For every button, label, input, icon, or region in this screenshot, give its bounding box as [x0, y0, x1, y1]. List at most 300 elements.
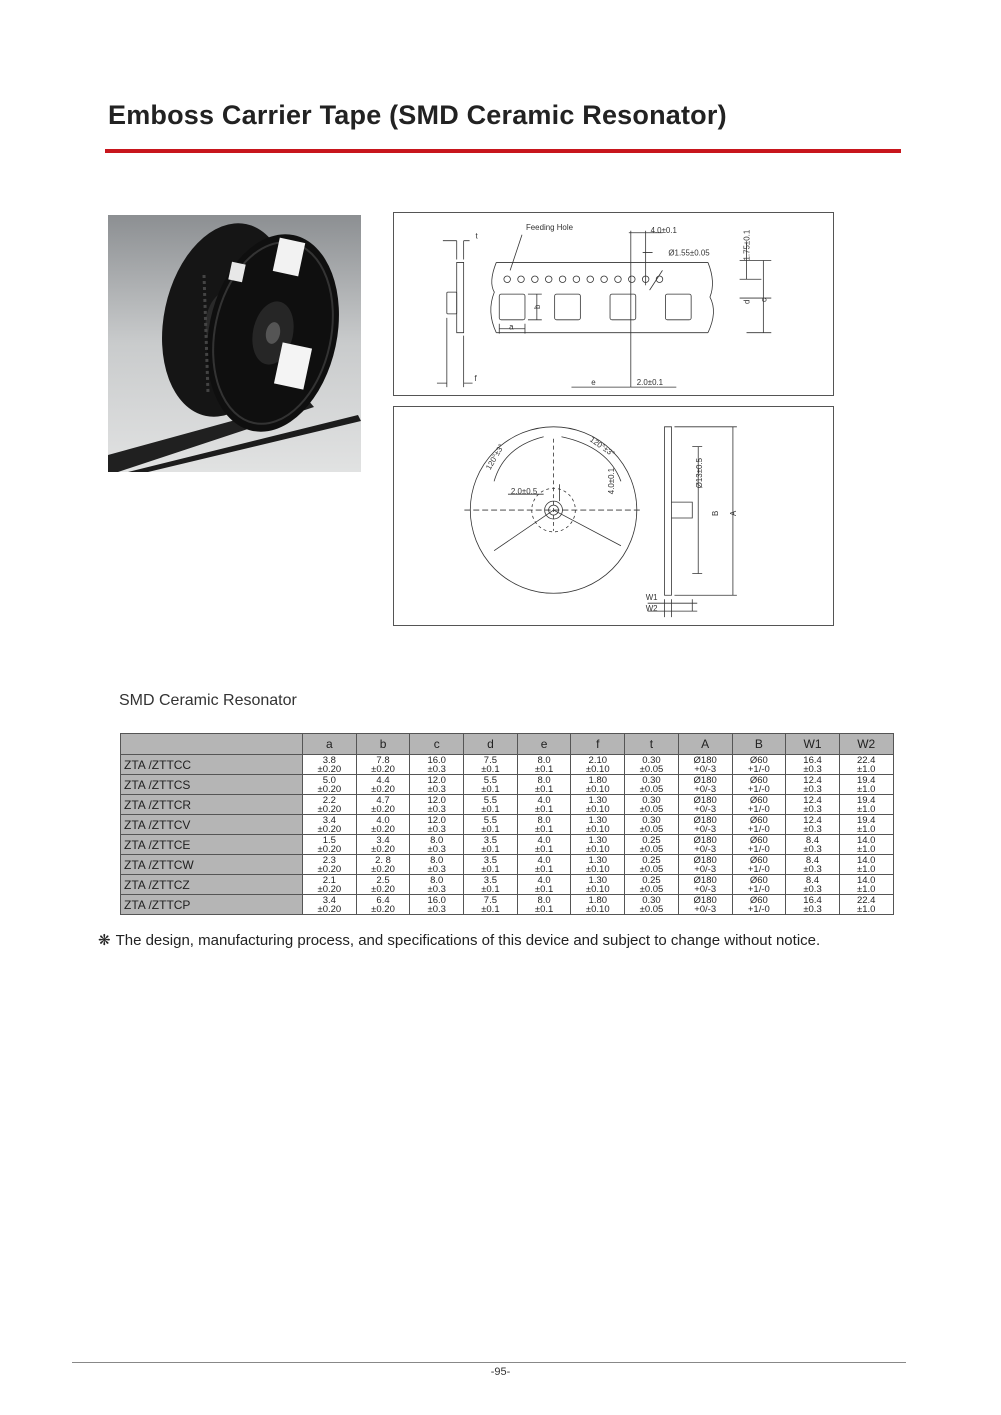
reel-diagram: [393, 406, 834, 626]
tolerance-value: ±1.0: [857, 883, 876, 895]
tolerance-value: ±0.3: [427, 803, 446, 815]
value-cell: [464, 815, 518, 835]
value-cell: [410, 815, 464, 835]
value-cell: [356, 835, 410, 855]
tolerance-value: ±0.20: [371, 803, 395, 815]
tolerance-value: +0/-3: [694, 843, 717, 855]
label-a: a: [509, 322, 514, 332]
nominal-value: 1.5: [322, 834, 336, 846]
nominal-value: Ø180: [693, 834, 717, 846]
label-e: e: [591, 378, 596, 388]
tolerance-value: ±0.3: [427, 783, 446, 795]
model-cell: ZTA /ZTTCZ: [121, 875, 303, 895]
table-header-row: [121, 734, 894, 755]
nominal-value: 19.4: [856, 794, 876, 806]
value-cell: [410, 875, 464, 895]
nominal-value: 4.7: [376, 794, 390, 806]
tolerance-value: ±0.20: [317, 803, 342, 815]
value-cell: [303, 895, 357, 915]
value-cell: [732, 815, 786, 835]
value-cell: [410, 895, 464, 915]
tolerance-value: ±0.20: [317, 783, 342, 795]
reel-photo: [108, 215, 361, 472]
value-cell: [786, 855, 840, 875]
nominal-value: Ø60: [749, 794, 768, 806]
value-cell: [786, 815, 840, 835]
tolerance-value: ±0.10: [585, 823, 610, 835]
column-header: A: [678, 734, 732, 755]
value-cell: [410, 855, 464, 875]
tolerance-value: ±0.3: [803, 823, 822, 835]
tolerance-value: ±0.05: [639, 783, 664, 795]
nominal-value: 4.0: [537, 794, 551, 806]
nominal-value: 4.0: [537, 874, 551, 886]
nominal-value: 14.0: [856, 874, 876, 886]
nominal-value: Ø60: [749, 834, 768, 846]
label-hub-offset: 2.0±0.5: [510, 487, 538, 497]
tolerance-value: ±0.20: [317, 883, 342, 895]
nominal-value: 1.30: [588, 834, 608, 846]
tolerance-value: ±0.20: [371, 823, 395, 835]
model-cell: ZTA /ZTTCP: [121, 895, 303, 915]
value-cell: [464, 835, 518, 855]
label-hole-diameter: Ø1.55±0.05: [668, 248, 710, 258]
value-cell: [303, 835, 357, 855]
column-header: f: [571, 734, 625, 755]
tolerance-value: ±0.1: [481, 783, 500, 795]
tolerance-value: +1/-0: [747, 883, 770, 895]
value-cell: [303, 875, 357, 895]
tolerance-value: ±0.1: [481, 803, 500, 815]
nominal-value: 2.3: [322, 854, 336, 866]
value-cell: [625, 775, 679, 795]
nominal-value: 2.5: [376, 874, 390, 886]
carrier-tape-diagram: [393, 212, 834, 396]
tolerance-value: ±1.0: [857, 863, 876, 875]
tolerance-value: +0/-3: [694, 803, 717, 815]
value-cell: [786, 835, 840, 855]
value-cell: [571, 895, 625, 915]
model-cell: ZTA /ZTTCV: [121, 815, 303, 835]
tolerance-value: ±0.10: [585, 843, 610, 855]
value-cell: [678, 755, 732, 775]
label-c: c: [759, 298, 769, 303]
tolerance-value: ±0.20: [371, 843, 395, 855]
value-cell: [571, 755, 625, 775]
nominal-value: 7.8: [376, 754, 390, 766]
nominal-value: 8.0: [537, 894, 551, 906]
nominal-value: 3.4: [376, 834, 390, 846]
tolerance-value: ±0.20: [317, 903, 342, 915]
value-cell: [464, 855, 518, 875]
value-cell: [678, 875, 732, 895]
value-cell: [410, 795, 464, 815]
tolerance-value: ±0.20: [371, 763, 395, 775]
tolerance-value: ±0.20: [317, 763, 342, 775]
tolerance-value: ±0.3: [803, 903, 822, 915]
nominal-value: 8.0: [430, 854, 444, 866]
label-hub-height: 4.0±0.1: [606, 467, 616, 495]
nominal-value: Ø60: [749, 854, 768, 866]
table-row: [121, 875, 894, 895]
nominal-value: 5.5: [483, 814, 498, 826]
tolerance-value: ±0.20: [317, 823, 342, 835]
value-cell: [732, 795, 786, 815]
value-cell: [786, 875, 840, 895]
disclaimer-note: [98, 931, 820, 949]
tolerance-value: ±0.1: [481, 903, 500, 915]
tolerance-value: +0/-3: [694, 883, 717, 895]
nominal-value: 8.4: [805, 834, 820, 846]
tolerance-value: +1/-0: [747, 863, 770, 875]
tolerance-value: +1/-0: [747, 823, 770, 835]
value-cell: [678, 775, 732, 795]
header-blank: [121, 734, 303, 755]
nominal-value: 2. 8: [375, 854, 391, 866]
tolerance-value: ±0.20: [317, 863, 342, 875]
value-cell: [517, 755, 571, 775]
nominal-value: 2.10: [588, 754, 608, 766]
column-header: e: [517, 734, 571, 755]
tolerance-value: ±0.3: [803, 783, 822, 795]
value-cell: [678, 895, 732, 915]
tolerance-value: ±0.1: [534, 863, 554, 875]
nominal-value: 19.4: [856, 774, 876, 786]
tolerance-value: ±0.3: [427, 883, 446, 895]
label-angle-right: 120°±3°: [588, 434, 617, 459]
nominal-value: 8.0: [537, 814, 551, 826]
value-cell: [678, 815, 732, 835]
value-cell: [625, 815, 679, 835]
tolerance-value: ±0.1: [534, 763, 554, 775]
table-row: [121, 895, 894, 915]
nominal-value: Ø60: [749, 774, 768, 786]
tolerance-value: ±0.1: [481, 823, 500, 835]
tolerance-value: ±0.3: [427, 863, 446, 875]
value-cell: [303, 815, 357, 835]
label-d: d: [742, 299, 752, 304]
tolerance-value: +1/-0: [747, 803, 770, 815]
table-row: [121, 755, 894, 775]
column-header: a: [303, 734, 357, 755]
nominal-value: 8.0: [537, 754, 551, 766]
nominal-value: Ø180: [693, 754, 717, 766]
tolerance-value: ±0.1: [534, 783, 554, 795]
nominal-value: 8.0: [430, 834, 444, 846]
tolerance-value: ±0.05: [639, 903, 664, 915]
nominal-value: 0.30: [642, 814, 661, 826]
tolerance-value: ±0.05: [639, 863, 664, 875]
value-cell: [839, 895, 893, 915]
value-cell: [356, 815, 410, 835]
value-cell: [410, 775, 464, 795]
tolerance-value: ±0.1: [534, 823, 554, 835]
model-cell: ZTA /ZTTCC: [121, 755, 303, 775]
nominal-value: Ø180: [693, 894, 717, 906]
column-header: W1: [786, 734, 840, 755]
nominal-value: 4.0: [376, 814, 390, 826]
value-cell: [517, 815, 571, 835]
tolerance-value: ±0.3: [803, 863, 822, 875]
nominal-value: 8.0: [430, 874, 444, 886]
value-cell: [571, 815, 625, 835]
nominal-value: 5.5: [483, 794, 498, 806]
column-header: c: [410, 734, 464, 755]
value-cell: [356, 755, 410, 775]
label-pitch: 4.0±0.1: [650, 225, 677, 235]
value-cell: [464, 755, 518, 775]
nominal-value: 0.25: [642, 854, 661, 866]
nominal-value: 0.30: [642, 894, 661, 906]
nominal-value: Ø60: [749, 754, 768, 766]
tolerance-value: ±1.0: [857, 903, 876, 915]
tolerance-value: ±1.0: [857, 803, 876, 815]
label-W2: W2: [645, 604, 658, 614]
nominal-value: 19.4: [856, 814, 876, 826]
tolerance-value: +0/-3: [694, 903, 717, 915]
column-header: b: [356, 734, 410, 755]
spec-table: [120, 733, 894, 915]
value-cell: [625, 835, 679, 855]
model-cell: ZTA /ZTTCS: [121, 775, 303, 795]
nominal-value: 8.0: [537, 774, 551, 786]
nominal-value: Ø180: [693, 874, 717, 886]
value-cell: [625, 855, 679, 875]
tolerance-value: ±0.3: [427, 903, 446, 915]
label-W1: W1: [645, 593, 658, 603]
tolerance-value: ±0.1: [481, 763, 500, 775]
value-cell: [839, 875, 893, 895]
tolerance-value: ±0.05: [639, 763, 664, 775]
label-t: t: [475, 231, 478, 241]
value-cell: [839, 855, 893, 875]
label-b: b: [532, 304, 542, 309]
tolerance-value: ±0.1: [534, 803, 554, 815]
label-B: B: [711, 510, 721, 516]
tolerance-value: ±0.3: [803, 763, 822, 775]
nominal-value: Ø180: [693, 854, 717, 866]
value-cell: [732, 895, 786, 915]
tolerance-value: +0/-3: [694, 863, 717, 875]
title-divider: [105, 149, 901, 153]
table-row: [121, 815, 894, 835]
tolerance-value: ±1.0: [857, 843, 876, 855]
nominal-value: 16.0: [427, 754, 446, 766]
value-cell: [410, 835, 464, 855]
nominal-value: Ø60: [749, 814, 768, 826]
value-cell: [571, 775, 625, 795]
page-number: -95-: [490, 1366, 511, 1378]
column-header: B: [732, 734, 786, 755]
nominal-value: 2.1: [322, 874, 336, 886]
value-cell: [517, 875, 571, 895]
tolerance-value: ±0.05: [639, 803, 664, 815]
value-cell: [517, 835, 571, 855]
tolerance-value: ±0.10: [585, 903, 610, 915]
value-cell: [625, 875, 679, 895]
tolerance-value: ±0.3: [427, 823, 446, 835]
nominal-value: 3.8: [322, 754, 336, 766]
tolerance-value: ±1.0: [857, 763, 876, 775]
nominal-value: 5.5: [483, 774, 498, 786]
value-cell: [571, 855, 625, 875]
column-header: t: [625, 734, 679, 755]
nominal-value: 12.4: [803, 774, 822, 786]
nominal-value: 1.30: [588, 814, 608, 826]
value-cell: [625, 895, 679, 915]
value-cell: [839, 795, 893, 815]
value-cell: [678, 835, 732, 855]
value-cell: [464, 795, 518, 815]
value-cell: [625, 755, 679, 775]
note-text: The design, manufacturing process, and specifications of this device and subject to change without notice.: [115, 932, 821, 949]
label-edge: 1.75±0.1: [742, 229, 752, 261]
nominal-value: 3.4: [322, 894, 336, 906]
nominal-value: 14.0: [856, 854, 876, 866]
nominal-value: 12.0: [427, 794, 446, 806]
tolerance-value: ±0.1: [481, 843, 500, 855]
value-cell: [303, 795, 357, 815]
tolerance-value: ±1.0: [857, 823, 876, 835]
nominal-value: Ø60: [749, 894, 768, 906]
tolerance-value: ±0.05: [639, 883, 664, 895]
tolerance-value: ±0.10: [585, 763, 610, 775]
nominal-value: 2.2: [322, 794, 336, 806]
nominal-value: 4.0: [537, 854, 551, 866]
nominal-value: 0.30: [642, 794, 661, 806]
value-cell: [786, 775, 840, 795]
nominal-value: 12.0: [427, 774, 446, 786]
value-cell: [839, 755, 893, 775]
tolerance-value: ±0.1: [534, 843, 554, 855]
nominal-value: Ø180: [693, 774, 717, 786]
nominal-value: 7.5: [483, 754, 498, 766]
nominal-value: 3.5: [483, 874, 498, 886]
nominal-value: 7.5: [483, 894, 498, 906]
tolerance-value: ±0.10: [585, 783, 610, 795]
label-e-value: 2.0±0.1: [636, 378, 664, 388]
nominal-value: 0.25: [642, 874, 661, 886]
table-row: [121, 795, 894, 815]
value-cell: [517, 895, 571, 915]
value-cell: [464, 875, 518, 895]
table-row: [121, 835, 894, 855]
nominal-value: 22.4: [856, 894, 876, 906]
value-cell: [571, 835, 625, 855]
column-header: d: [464, 734, 518, 755]
value-cell: [517, 795, 571, 815]
tolerance-value: ±0.20: [317, 843, 342, 855]
value-cell: [356, 795, 410, 815]
tolerance-value: ±0.10: [585, 883, 610, 895]
value-cell: [464, 775, 518, 795]
model-cell: ZTA /ZTTCW: [121, 855, 303, 875]
tolerance-value: ±0.05: [639, 823, 664, 835]
tolerance-value: ±0.3: [427, 843, 446, 855]
nominal-value: 0.25: [642, 834, 661, 846]
nominal-value: 12.0: [427, 814, 446, 826]
nominal-value: 1.30: [588, 874, 608, 886]
value-cell: [678, 855, 732, 875]
note-mark-icon: ❋: [98, 932, 111, 949]
tolerance-value: ±0.10: [585, 863, 610, 875]
tolerance-value: ±0.20: [371, 783, 395, 795]
nominal-value: 16.4: [803, 754, 822, 766]
nominal-value: 0.30: [642, 754, 661, 766]
value-cell: [732, 775, 786, 795]
model-cell: ZTA /ZTTCE: [121, 835, 303, 855]
tolerance-value: +1/-0: [747, 783, 770, 795]
value-cell: [464, 895, 518, 915]
value-cell: [732, 875, 786, 895]
label-angle-left: 120°±3°: [484, 442, 506, 472]
nominal-value: 8.4: [805, 874, 820, 886]
nominal-value: 8.4: [805, 854, 820, 866]
nominal-value: 1.30: [588, 854, 608, 866]
value-cell: [625, 795, 679, 815]
value-cell: [732, 855, 786, 875]
value-cell: [839, 835, 893, 855]
label-A: A: [728, 510, 738, 516]
nominal-value: 12.4: [803, 814, 822, 826]
value-cell: [839, 815, 893, 835]
table-row: [121, 775, 894, 795]
tolerance-value: ±0.20: [371, 883, 395, 895]
nominal-value: 3.5: [483, 834, 498, 846]
tolerance-value: +1/-0: [747, 843, 770, 855]
model-cell: ZTA /ZTTCR: [121, 795, 303, 815]
value-cell: [732, 835, 786, 855]
nominal-value: 1.30: [588, 794, 608, 806]
label-bore: Ø13±0.5: [695, 457, 705, 489]
tolerance-value: +1/-0: [747, 903, 770, 915]
value-cell: [410, 755, 464, 775]
tolerance-value: ±0.1: [534, 883, 554, 895]
value-cell: [517, 775, 571, 795]
tolerance-value: +0/-3: [694, 763, 717, 775]
value-cell: [356, 775, 410, 795]
value-cell: [303, 855, 357, 875]
tolerance-value: ±0.1: [481, 863, 500, 875]
nominal-value: 22.4: [856, 754, 876, 766]
nominal-value: 0.30: [642, 774, 661, 786]
tolerance-value: ±0.05: [639, 843, 664, 855]
page-title: Emboss Carrier Tape (SMD Ceramic Resonator): [108, 100, 727, 130]
nominal-value: Ø180: [693, 794, 717, 806]
tolerance-value: ±0.1: [534, 903, 554, 915]
value-cell: [839, 775, 893, 795]
nominal-value: 4.0: [537, 834, 551, 846]
value-cell: [571, 875, 625, 895]
value-cell: [356, 895, 410, 915]
nominal-value: 5.0: [322, 774, 336, 786]
value-cell: [732, 755, 786, 775]
value-cell: [786, 755, 840, 775]
value-cell: [517, 855, 571, 875]
value-cell: [356, 875, 410, 895]
column-header: W2: [839, 734, 893, 755]
label-feeding-hole: Feeding Hole: [525, 222, 573, 232]
nominal-value: 3.4: [322, 814, 336, 826]
value-cell: [303, 755, 357, 775]
value-cell: [571, 795, 625, 815]
nominal-value: 12.4: [803, 794, 822, 806]
table-row: [121, 855, 894, 875]
nominal-value: 1.80: [588, 774, 608, 786]
nominal-value: Ø180: [693, 814, 717, 826]
tolerance-value: ±0.10: [585, 803, 610, 815]
nominal-value: 4.4: [376, 774, 390, 786]
